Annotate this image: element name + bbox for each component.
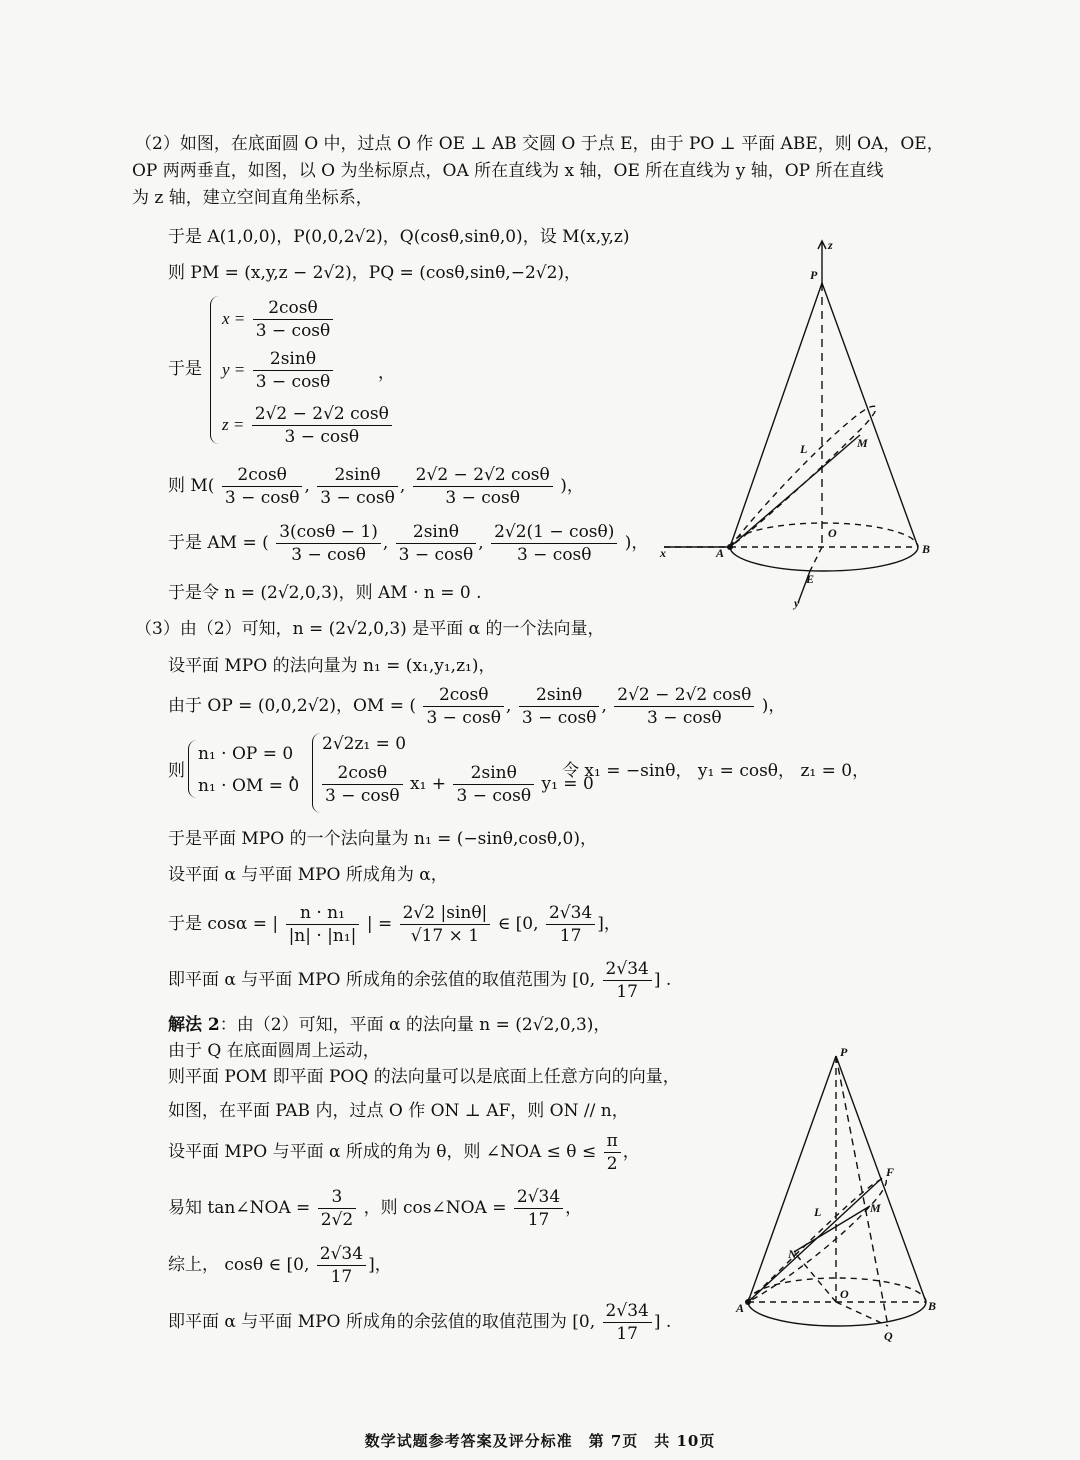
sys1-comma: ， [290, 763, 307, 783]
system-brace [210, 296, 219, 444]
system-y-row [222, 348, 335, 393]
part3-angle: 设平面 α 与平面 MPO 所成角为 α， [168, 865, 448, 885]
svg-text:y: y [794, 596, 800, 610]
cone-figure-2 [730, 1040, 950, 1350]
sys2-row2: $\frac{2\cos\theta}{3 - \cos\theta}$ x₁ + $\frac{2\sin\theta}{3 - \cos\theta}$ y₁ = 0 [320, 762, 594, 807]
method2-label: 解法 2 [168, 1015, 220, 1035]
sys1-row2: n₁ · OM = 0 [198, 776, 300, 796]
method2-line5: 设平面 MPO 与平面 α 所成的角为 θ，则 ∠NOA ≤ θ ≤ $\frac{\pi}{2}$ ， [168, 1131, 640, 1174]
method2-tan-line: 易知 tan∠NOA = $\frac{3}{2√2}$ ，则 cos∠NOA = $\frac{2√34}{17}$ ， [168, 1187, 583, 1230]
om-suffix: )， [761, 696, 786, 716]
svg-text:M: M [857, 436, 868, 450]
part2-n-line: 于是令 n = (2√2,0,3)，则 AM · n = 0 . [168, 583, 482, 603]
am-prefix: 于是 AM = ( [168, 533, 269, 553]
m-prefix: 则 M( [168, 476, 215, 496]
system-prefix: 于是 [168, 359, 202, 379]
method2-line4: 如图，在平面 PAB 内，过点 O 作 ON ⊥ AF，则 ON // n， [168, 1101, 629, 1121]
sys1-row1: n₁ · OP = 0 [198, 744, 294, 764]
part3-line1: （3）由（2）可知，n = (2√2,0,3) 是平面 α 的一个法向量， [135, 619, 605, 639]
svg-text:A: A [716, 546, 725, 560]
part2-coords: 于是 A(1,0,0)，P(0,0,2√2)，Q(cosθ,sinθ,0)，设 M(x,y,z) [168, 227, 630, 247]
svg-text:B: B [922, 542, 931, 556]
svg-text:N: N [788, 1247, 797, 1261]
svg-text:O: O [840, 1287, 849, 1301]
part2-line3: 为 z 轴，建立空间直角坐标系， [132, 188, 373, 208]
svg-text:P: P [840, 1045, 848, 1059]
cone-side-left [748, 1056, 836, 1302]
sys1-prefix: 则 [168, 761, 185, 781]
system-z-frac: $\frac{2√2 - 2√2 \cos\theta}{3 - \cos\theta}$ [252, 403, 392, 448]
svg-text:A: A [736, 1301, 745, 1315]
cone-figure-1 [650, 235, 950, 615]
base-back [730, 523, 918, 547]
svg-text:Q: Q [884, 1329, 893, 1343]
svg-text:E: E [806, 572, 815, 586]
system-z-row [222, 403, 394, 448]
am-suffix: )， [624, 533, 649, 553]
svg-text:O: O [828, 526, 837, 540]
svg-text:P: P [810, 268, 818, 282]
m-suffix: )， [560, 476, 584, 496]
part3-line2: 设平面 MPO 的法向量为 n₁ = (x₁,y₁,z₁)， [168, 656, 496, 676]
svg-text:L: L [800, 442, 808, 456]
svg-text:B: B [928, 1299, 937, 1313]
method2-line3: 则平面 POM 即平面 POQ 的法向量可以是底面上任意方向的向量， [168, 1067, 680, 1087]
base-front [730, 547, 918, 571]
method2-line2: 由于 Q 在底面圆周上运动， [168, 1041, 380, 1061]
method2-line1: 解法 2：由（2）可知，平面 α 的法向量 n = (2√2,0,3)， [168, 1015, 611, 1035]
part2-vectors: 则 PM = (x,y,z − 2√2)，PQ = (cosθ,sinθ,−2√2)， [168, 263, 582, 283]
am-vector-line: 于是 AM = ( $\frac{3(\cos\theta - 1)}{3 - \cos\theta}$ , $\frac{2\sin\theta}{3 - \cos\theta}$ , $\frac{2√2(1 - \cos\theta)}{3 - \cos\theta}$ )， [168, 522, 649, 565]
method2-summary: 综上， cosθ ∈ [0, $\frac{2√34}{17}$ ]， [168, 1244, 392, 1287]
cone-side-right [822, 283, 918, 547]
base-front [748, 1302, 926, 1326]
system-comma: ， [378, 363, 395, 383]
cos-line: 于是 cosα = | $\frac{\text{n · n₁}}{\text{|n| · |n₁|}}$ | = $\frac{2√2 |\sin\theta|}{√17 \times 1}$ ∈ [0, $\frac{2√34}{17}$ ]， [168, 903, 621, 946]
let-text: 令 x₁ = −sinθ， y₁ = cosθ， z₁ = 0， [562, 761, 870, 781]
part3-normal: 于是平面 MPO 的一个法向量为 n₁ = (−sinθ,cosθ,0)， [168, 829, 598, 849]
svg-text:x: x [660, 546, 666, 560]
part2-line1: （2）如图，在底面圆 O 中，过点 O 作 OE ⊥ AB 交圆 O 于点 E，由于 PO ⊥ 平面 ABE，则 OA，OE， [135, 134, 944, 154]
part3-conclusion: 即平面 α 与平面 MPO 所成角的余弦值的取值范围为 [0, $\frac{2√34}{17}$ ] . [168, 959, 672, 1002]
sys2-row1: 2√2z₁ = 0 [322, 734, 407, 754]
line-on [794, 1252, 836, 1302]
op-prefix: 由于 OP = (0,0,2√2)，OM = ( [168, 696, 417, 716]
system-y-frac: $\frac{2\sin\theta}{3 - \cos\theta}$ [253, 348, 334, 393]
page-footer: 数学试题参考答案及评分标准 第 7页 共 10页 [364, 1432, 716, 1450]
method2-conclusion: 即平面 α 与平面 MPO 所成角的余弦值的取值范围为 [0, $\frac{2√34}{17}$ ] . [168, 1301, 672, 1344]
system-y-lhs: y = [222, 360, 246, 379]
part2-line2: OP 两两垂直，如图，以 O 为坐标原点，OA 所在直线为 x 轴，OE 所在直线为 y 轴，OP 所在直线 [132, 161, 884, 181]
op-om-line: 由于 OP = (0,0,2√2)，OM = ( $\frac{2\cos\theta}{3 - \cos\theta}$ , $\frac{2\sin\theta}{3 - \cos\theta}$ , $\frac{2√2 - 2√2 \cos\theta}{3 - \cos\theta}$ )， [168, 685, 786, 728]
system-z-lhs: z = [222, 415, 245, 434]
m-point-line: 则 M( $\frac{2\cos\theta}{3 - \cos\theta}$ , $\frac{2\sin\theta}{3 - \cos\theta}$ , $\frac{2√2 - 2√2 \cos\theta}{3 - \cos\theta}$ )， [168, 465, 584, 508]
svg-text:L: L [814, 1205, 822, 1219]
system-x-row [222, 297, 335, 342]
sys1-brace [188, 740, 197, 798]
section-ellipse [730, 406, 876, 547]
system-x-frac: $\frac{2\cos\theta}{3 - \cos\theta}$ [253, 297, 334, 342]
svg-text:F: F [886, 1165, 895, 1179]
svg-text:z: z [828, 238, 833, 252]
svg-text:M: M [870, 1201, 881, 1215]
system-x-lhs: x = [222, 309, 246, 328]
